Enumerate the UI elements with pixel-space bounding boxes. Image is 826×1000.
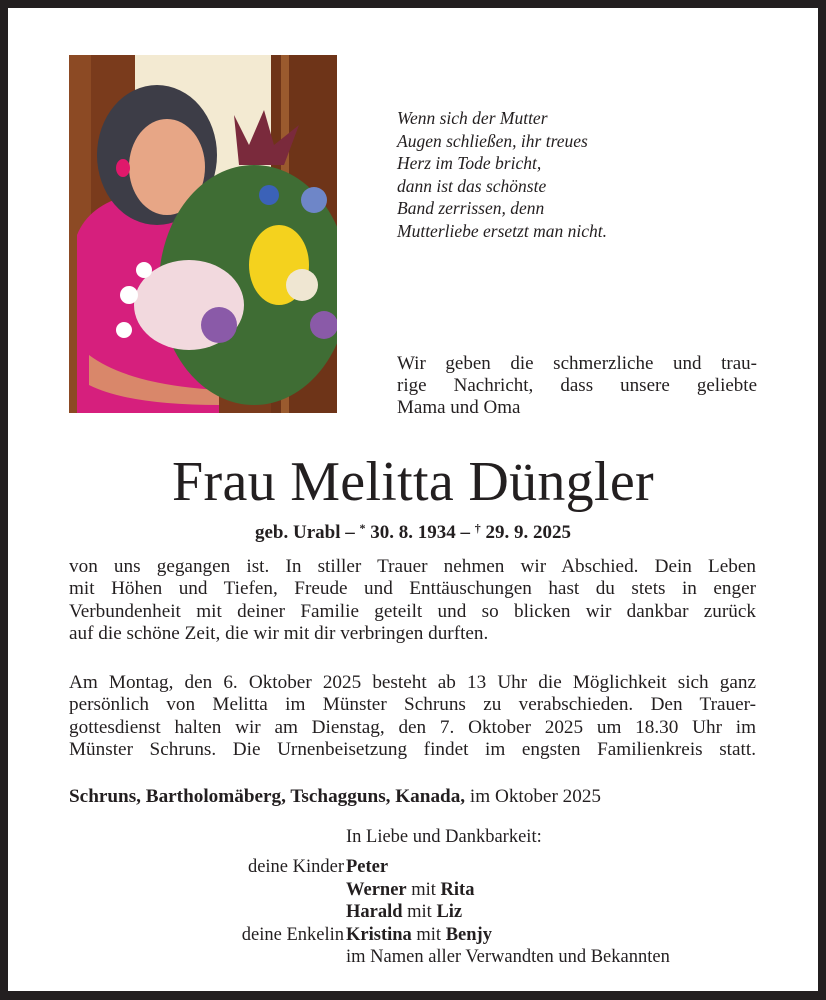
poem-line: Wenn sich der Mutter xyxy=(397,108,548,128)
issue-date: im Oktober 2025 xyxy=(465,786,602,807)
poem-line: Mutterliebe ersetzt man nicht. xyxy=(397,220,607,241)
place-and-date xyxy=(69,785,769,809)
poem-line: Band zerrissen, denn xyxy=(397,198,545,219)
mourner-row xyxy=(346,924,492,946)
partner-name: Rita xyxy=(440,879,475,900)
mourner-name: Kristina xyxy=(346,924,412,945)
poem-line: dann ist das schönste xyxy=(397,175,547,196)
paragraph-line: gottesdienst halten wir am Dienstag, den 7. Oktober 2025 um 18.30 Uhr im xyxy=(69,716,756,738)
deceased-name: Frau Melitta Düngler xyxy=(172,451,654,513)
poem-line: Herz im Tode bricht, xyxy=(397,153,542,174)
poem xyxy=(397,107,697,243)
portrait-photo xyxy=(69,55,337,413)
portrait-image xyxy=(69,55,337,413)
mourner-row xyxy=(346,901,462,923)
partner-name: Benjy xyxy=(445,924,492,945)
obituary-page xyxy=(8,8,818,991)
birth-name: geb. Urabl – xyxy=(255,522,355,543)
birth-star-icon: * xyxy=(359,521,366,535)
mourner-row xyxy=(346,879,474,901)
children-label: deine Kinder xyxy=(247,857,344,878)
poem-line: Augen schließen, ihr treues xyxy=(397,130,588,151)
signature-closing: im Namen aller Verwandten und Bekannten xyxy=(346,946,670,967)
connector: mit xyxy=(411,924,446,945)
intro-line: Mama und Oma xyxy=(397,397,521,418)
partner-name: Liz xyxy=(436,902,463,923)
paragraph-line: mit Höhen und Tiefen, Freude und Enttäuschungen hast du stets in enger xyxy=(69,578,756,600)
paragraph-line: persönlich von Melitta im Münster Schruns zu verabschieden. Den Trauer- xyxy=(69,694,756,716)
paragraph-line: auf die schöne Zeit, die wir mit dir verbringen durften. xyxy=(69,623,489,645)
service-details-paragraph xyxy=(69,672,756,762)
mourner-name: Harald xyxy=(346,902,403,923)
mourner-row xyxy=(346,856,388,878)
grandchildren-label: deine Enkelin xyxy=(241,924,344,945)
mourner-name: Peter xyxy=(346,857,389,878)
connector: mit xyxy=(406,879,441,900)
paragraph-line: Münster Schruns. Die Urnenbeisetzung findet im engsten Familienkreis statt. xyxy=(69,739,756,761)
paragraph-line: Verbundenheit mit deiner Familie geteilt und so blicken wir dankbar zurück xyxy=(69,600,756,622)
paragraph-line: von uns gegangen ist. In stiller Trauer nehmen wir Abschied. Dein Leben xyxy=(69,556,756,577)
intro-line: Wir geben die schmerzliche und trau- xyxy=(397,353,757,374)
signature-block xyxy=(8,826,818,968)
paragraph-line: Am Montag, den 6. Oktober 2025 besteht ab 13 Uhr die Möglichkeit sich ganz xyxy=(69,672,756,693)
places: Schruns, Bartholomäberg, Tschagguns, Kanada, xyxy=(69,786,466,807)
mourner-name: Werner xyxy=(346,879,407,900)
life-dates xyxy=(8,516,818,545)
intro-line: rige Nachricht, dass unsere geliebte xyxy=(397,375,757,396)
death-date: 29. 9. 2025 xyxy=(485,522,571,543)
announcement-intro xyxy=(397,353,757,419)
farewell-paragraph xyxy=(69,556,756,646)
signature-heading: In Liebe und Dankbarkeit: xyxy=(346,827,542,847)
death-cross-icon: † xyxy=(474,521,481,535)
connector: mit xyxy=(402,902,437,923)
birth-date: 30. 8. 1934 – xyxy=(370,522,470,543)
